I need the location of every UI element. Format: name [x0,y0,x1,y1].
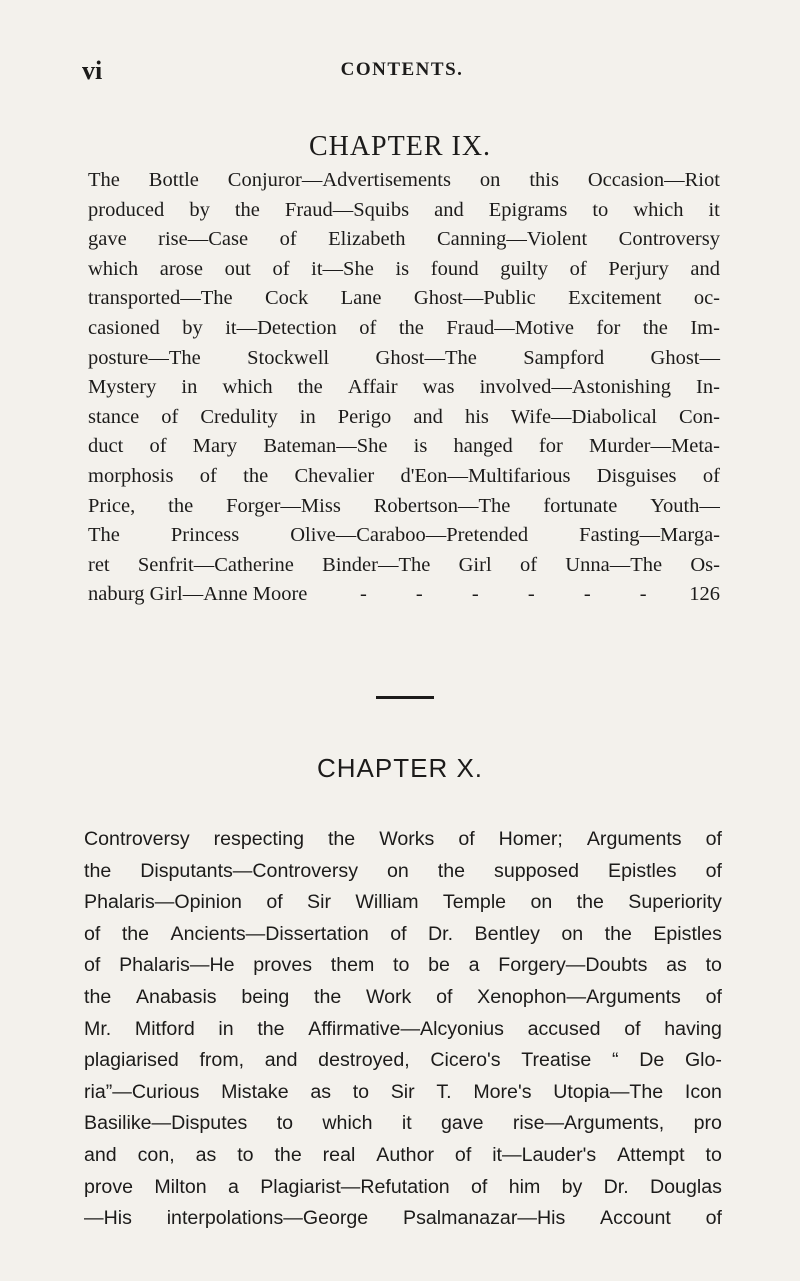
synopsis-last-line [88,580,720,610]
chapter-10-title: CHAPTER X. [316,753,484,783]
synopsis-line: the Anabasis being the Work of Xenophon—Arguments of [84,985,722,1008]
synopsis-line: the Disputants—Controversy on the supposed Epistles of [84,859,722,882]
synopsis-line: produced by the Fraud—Squibs and Epigrams to which it [88,198,720,221]
page-folio: vi [82,56,103,85]
synopsis-line: Basilike—Disputes to which it gave rise—Arguments, pro [84,1112,722,1135]
synopsis-line: The Bottle Conjuror—Advertisements on this Occasion—Riot [88,169,720,191]
synopsis-line: ret Senfrit—Catherine Binder—The Girl of Unna—The Os- [88,553,720,576]
synopsis-line: posture—The Stockwell Ghost—The Sampford Ghost— [88,346,720,369]
synopsis-line: transported—The Cock Lane Ghost—Public Excitement oc- [88,287,720,310]
synopsis-line: of Phalaris—He proves them to be a Forgery—Doubts as to [84,954,722,977]
leader-dash: - [639,583,647,606]
dot-leaders [307,580,689,610]
synopsis-line: duct of Mary Bateman—She is hanged for Murder—Meta- [88,435,720,458]
synopsis-line: stance of Credulity in Perigo and his Wife—Diabolical Con- [88,405,720,428]
synopsis-line: morphosis of the Chevalier d'Eon—Multifarious Disguises of [88,464,720,487]
synopsis-line: Phalaris—Opinion of Sir William Temple on the Superiority [84,891,722,914]
synopsis-line: —His interpolations—George Psalmanazar—His Account of [84,1207,722,1230]
section-rule [376,696,434,699]
leader-dash: - [415,583,423,606]
synopsis-line: Controversy respecting the Works of Homer; Arguments of [84,828,722,850]
synopsis-line: plagiarised from, and destroyed, Cicero's Treatise “ De Glo- [84,1049,722,1072]
synopsis-line: Price, the Forger—Miss Robertson—The fortunate Youth— [88,494,720,517]
chapter-10-synopsis [84,824,722,1235]
synopsis-line: ria”—Curious Mistake as to Sir T. More's Utopia—The Icon [84,1080,722,1103]
synopsis-line: and con, as to the real Author of it—Lauder's Attempt to [84,1143,722,1166]
synopsis-line: casioned by it—Detection of the Fraud—Motive for the Im- [88,316,720,339]
synopsis-line: which arose out of it—She is found guilty of Perjury and [88,257,720,280]
synopsis-line: Mr. Mitford in the Affirmative—Alcyonius accused of having [84,1017,722,1040]
leader-dash: - [471,583,479,606]
last-line-text: naburg Girl—Anne Moore [88,583,308,606]
running-head [82,56,722,86]
leader-dash: - [527,583,535,606]
chapter-9-title: CHAPTER IX. [308,131,492,162]
leader-dash: - [359,583,367,606]
page-number: 126 [689,583,720,606]
running-title: CONTENTS. [340,59,464,80]
synopsis-line: The Princess Olive—Caraboo—Pretended Fasting—Marga- [88,524,720,547]
synopsis-line: prove Milton a Plagiarist—Refutation of him by Dr. Douglas [84,1175,722,1198]
synopsis-line: gave rise—Case of Elizabeth Canning—Violent Controversy [88,228,720,251]
leader-dash: - [583,583,591,606]
synopsis-line: of the Ancients—Dissertation of Dr. Bentley on the Epistles [84,922,722,945]
synopsis-line: Mystery in which the Affair was involved—Astonishing In- [88,376,720,399]
chapter-9-synopsis [88,166,720,610]
